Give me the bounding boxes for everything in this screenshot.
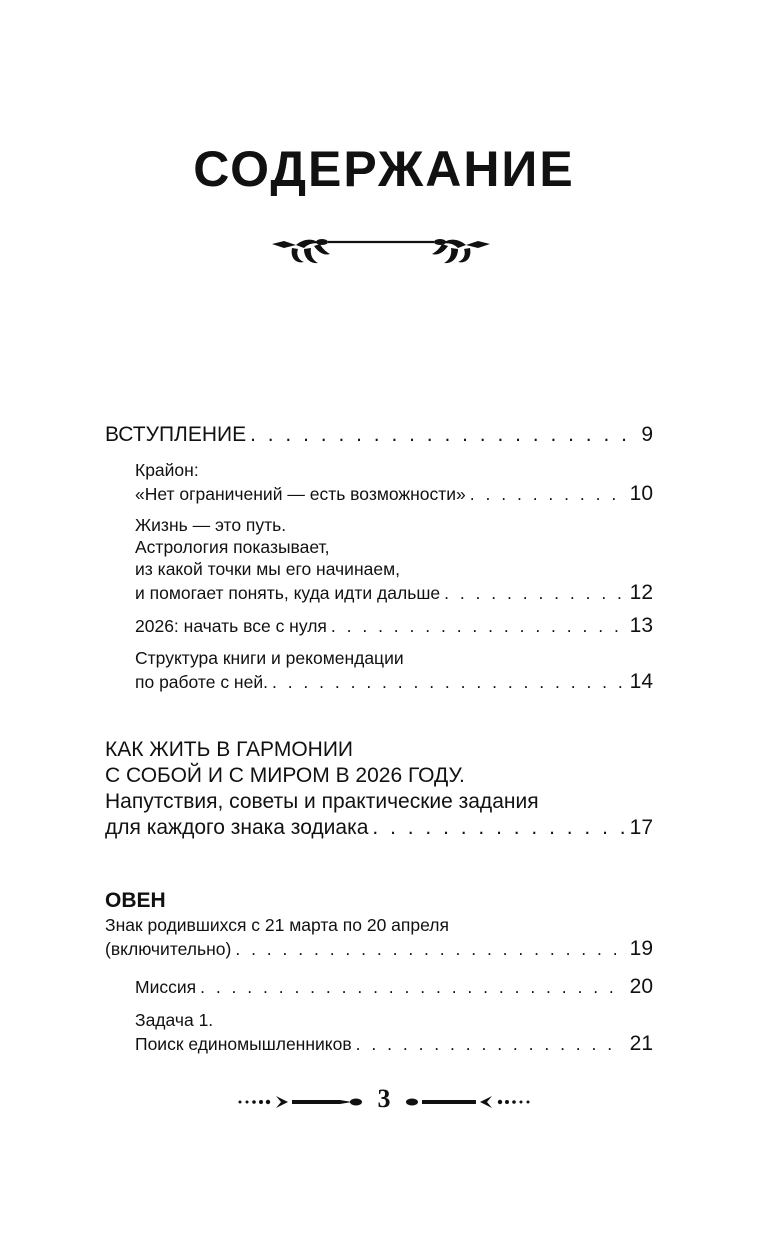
toc-entry-label: Поиск единомышленников <box>135 1034 352 1054</box>
toc-entry-line: из какой точки мы его начинаем, <box>135 559 400 579</box>
toc-entry-life[interactable] <box>135 514 653 606</box>
dot-leader <box>272 671 624 693</box>
toc-entry-line: С СОБОЙ И С МИРОМ В 2026 ГОДУ. <box>105 764 465 787</box>
toc-entry-start-2026[interactable] <box>135 613 653 639</box>
toc-entry-line: Крайон: <box>135 460 199 480</box>
dot-leader <box>250 422 635 448</box>
toc-entry-harmony[interactable] <box>105 737 653 841</box>
dot-leader <box>200 976 624 998</box>
toc-entry-mission[interactable] <box>135 974 653 1000</box>
toc-entry-line: Задача 1. <box>135 1010 214 1030</box>
toc-entry-line: Структура книги и рекомендации <box>135 648 404 668</box>
toc-entry-label: «Нет ограничений — есть возможности» <box>135 484 466 504</box>
toc-entry-kryon[interactable] <box>135 459 653 507</box>
toc-page-number: 10 <box>629 482 653 505</box>
toc-entry-label: (включительно) <box>105 939 232 959</box>
toc-page-number: 17 <box>629 816 653 839</box>
toc-page-number: 9 <box>641 423 653 446</box>
toc-entry-label: ВСТУПЛЕНИЕ <box>105 423 247 446</box>
page-title: СОДЕРЖАНИЕ <box>193 141 575 197</box>
toc-page-number: 20 <box>629 975 653 998</box>
dot-leader <box>372 815 623 841</box>
toc-entry-aries[interactable] <box>105 888 653 962</box>
dot-leader <box>470 483 624 505</box>
toc-entry-structure[interactable] <box>135 647 653 695</box>
toc-entry-label: 2026: начать все с нуля <box>135 616 327 636</box>
toc-entry-task-1[interactable] <box>135 1009 653 1057</box>
toc-entry-label: по работе с ней. <box>135 672 268 692</box>
dot-leader <box>444 582 624 604</box>
toc-entry-label: Миссия <box>135 977 197 997</box>
dot-leader <box>331 615 624 637</box>
toc-entry-line: Жизнь — это путь. <box>135 515 287 535</box>
toc-entry-line: Астрология показывает, <box>135 537 330 557</box>
toc-entry-intro[interactable] <box>105 422 653 448</box>
dot-leader <box>356 1033 624 1055</box>
toc-page-number: 13 <box>629 614 653 637</box>
dot-leader <box>235 938 623 960</box>
toc-entry-line: Напутствия, советы и практические задания <box>105 790 539 813</box>
toc-page-number: 19 <box>629 937 653 960</box>
toc-entry-line: Знак родившихся с 21 марта по 20 апреля <box>105 915 449 935</box>
title-ornament-icon <box>270 234 492 268</box>
toc-entry-label: и помогает понять, куда идти дальше <box>135 583 441 603</box>
toc-section-heading: ОВЕН <box>105 889 166 912</box>
toc-entry-label: для каждого знака зодиака <box>105 816 369 839</box>
toc-entry-line: КАК ЖИТЬ В ГАРМОНИИ <box>105 738 354 761</box>
toc-page-number: 21 <box>629 1032 653 1055</box>
page-number: 3 <box>377 1084 391 1113</box>
toc-page-number: 12 <box>629 581 653 604</box>
toc-page-number: 14 <box>629 670 653 693</box>
